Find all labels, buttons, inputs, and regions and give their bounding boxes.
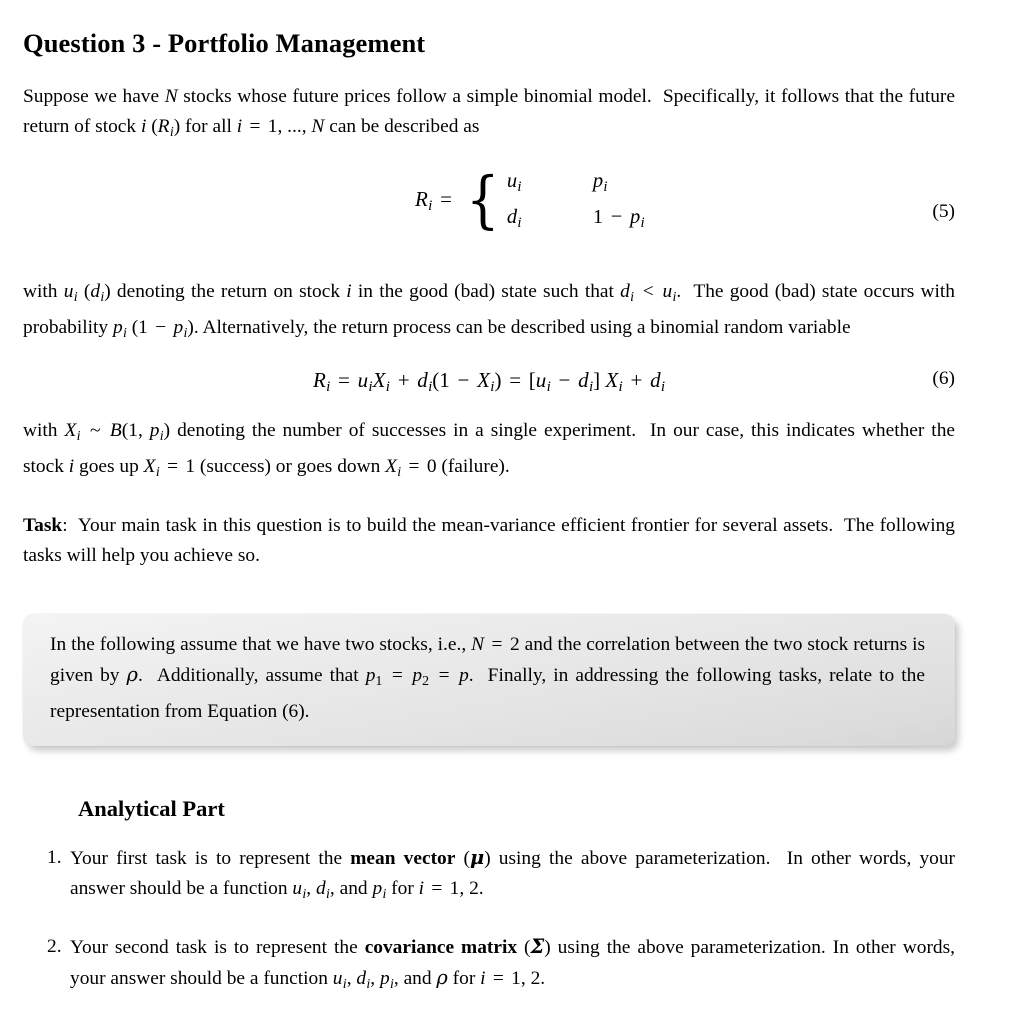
- equation-5-case2-value: $d_i$: [506, 205, 522, 231]
- paragraph-states: with $u_i$ $(d_i)$ denoting the return on stock i in the good (bad) state such that $d_i < u_i$. The good (bad) state occurs with probability $p_i$ $(1 - p_i)$. Alternatively, the return process can be described using a binomial random variable: [23, 280, 955, 342]
- equation-5-number: (5): [932, 200, 955, 222]
- bold-covariance-matrix: covariance matrix: [364, 936, 518, 958]
- equation-5-case1-value: $u_i$: [506, 169, 522, 195]
- equation-5-lhs: $R_i$ =: [415, 186, 452, 214]
- assumption-callout-box: [23, 614, 955, 746]
- section-heading-analytical-part: Analytical Part: [78, 795, 225, 821]
- equation-5-block: [23, 149, 955, 257]
- brace-glyph: {: [466, 163, 500, 237]
- page-title: Question 3 - Portfolio Management: [23, 28, 426, 58]
- assumption-callout-text: In the following assume that we have two stocks, i.e., N = 2 and the correlation between the two stock returns is given by ρ. Additionally, assume that $p_1 = p_2 = p$. Finally, in addressing the following tasks, relate to the representation from Equation (6).: [50, 633, 926, 723]
- equation-6-block: [23, 350, 955, 396]
- equation-5-cases: [415, 165, 645, 237]
- intro-paragraph: Suppose we have N stocks whose future prices follow a simple binomial model. Specifically, it follows that the future return of stock i $(R_i)$ for all i = 1, ..., N can be described as: [23, 85, 955, 141]
- equation-6-body: $R_i = u_iX_i + d_i(1 - X_i) = [u_i - d_i] X_i + d_i$: [312, 367, 666, 395]
- task-label: Task: [23, 514, 63, 536]
- equation-5-case1-prob: $p_i$: [592, 169, 608, 195]
- bold-mean-vector: mean vector: [350, 847, 456, 869]
- equation-5-row-bad: [507, 201, 645, 237]
- paragraph-bernoulli: with $X_i$ ~ B(1, $p_i$) denoting the number of successes in a single experiment. In our case, this indicates whether the stock i goes up $X_i = 1$ (success) or goes down $X_i = 0$ (failure).: [23, 419, 955, 481]
- page-content-column: [23, 0, 955, 1001]
- callout-zone: [23, 572, 955, 746]
- list-item-marker: 1.: [47, 846, 62, 868]
- task-paragraph: Task: Your main task in this question is to build the mean-variance efficient frontier for several assets. The following tasks will help you achieve so.: [23, 514, 955, 567]
- equation-5-row-good: [507, 165, 645, 201]
- equation-5-rows: [507, 165, 645, 237]
- list-item: 1. Your first task is to represent the mean vector (μ) using the above parameterization. In other words, your answer should be a function $u_i$, $d_i$, and $p_i$ for i = 1, 2.: [23, 822, 955, 911]
- list-item: 2. Your second task is to represent the covariance matrix (Σ) using the above parameterization. In other words, your answer should be a function $u_i$, $d_i$, $p_i$, and ρ for i = 1, 2.: [23, 911, 955, 1001]
- task-list: [23, 822, 955, 1001]
- equation-5-case2-prob: $1 - p_i$: [592, 205, 645, 231]
- list-item-marker: 2.: [47, 935, 62, 957]
- equation-6-number: (6): [932, 367, 955, 389]
